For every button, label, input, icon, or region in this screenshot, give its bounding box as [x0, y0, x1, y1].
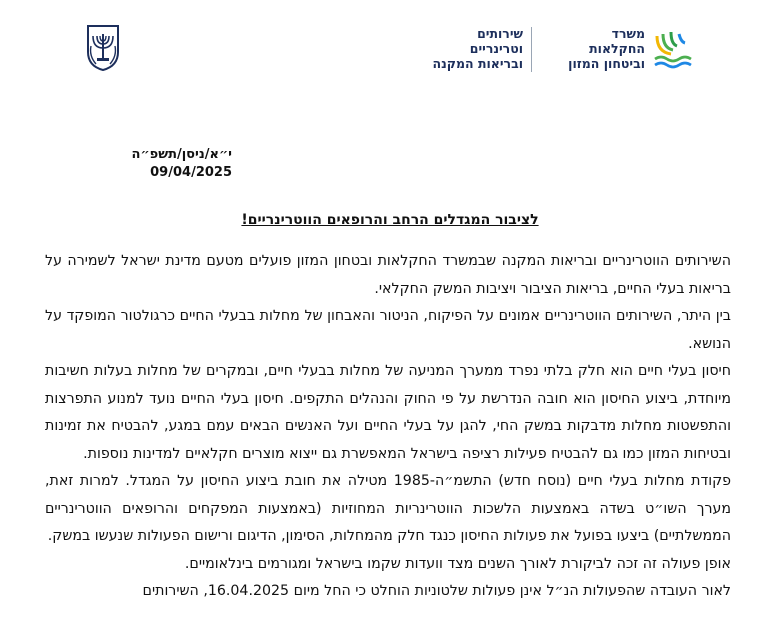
body-paragraph: פקודת מחלות בעלי חיים (נוסח חדש) התשמ״ה-1985 מטילה את חובת ביצוע החיסון על המגדל. למרות זאת, מערך השו״ט בשדה באמצעות הלשכות הווטרינריות המחוזיות (באמצעות המפקחים והרופאים הווטרינריים הממשלתיים) ביצעו בפועל את פעולות החיסון כנגד חלק מהמחלות, הסימון, הדיגום ורישום הפעולות שנעשו במשק.: [45, 473, 731, 544]
ministry-name-line-2: החקלאות: [589, 41, 645, 56]
header-divider: [531, 27, 532, 72]
letter-date: [131, 146, 232, 182]
gregorian-date: 09/04/2025: [150, 165, 232, 180]
letter-body: [45, 248, 731, 606]
vet-services-name: [408, 26, 523, 71]
letter-subject: לציבור המגדלים הרחב והרופאים הווטרינריים!: [241, 212, 539, 228]
vet-services-line-2: וטרינריים: [469, 41, 523, 56]
ministry-name-line-3: וביטחון המזון: [568, 56, 645, 71]
state-emblem-icon: [78, 22, 128, 72]
body-paragraph: חיסון בעלי חיים הוא חלק בלתי נפרד ממערך המניעה של מחלות בבעלי חיים, ובמקרים של מחלות בעלות חשיבות מיוחדת, ביצוע החיסון הוא חובה הנדרשת על פי החוק והנהלים התקפים. חיסון בעלי החיים נועד למנוע התפרצות והתפשטות מחלות מדבקות במשק החי, להגן על בעלי החיים ועל האנשים הבאים עמם במגע, להבטיח את זמינות ובטיחות המזון כמו גם להבטיח פעילות רציפה בישראל המאפשרת גם ייצוא מוצרים חקלאיים למדינות נוספות.: [45, 363, 731, 462]
ministry-wave-logo-icon: [651, 28, 693, 70]
letterhead: [0, 0, 775, 90]
body-paragraph: אופן פעולה זה זכה לביקורת לאורך השנים מצד וועדות שקמו בישראל ומגורמים בינלאומיים.: [184, 555, 731, 572]
ministry-brand: [543, 26, 693, 72]
hebrew-date: י״א/ניסן/תשפ״ה: [131, 147, 232, 162]
body-paragraph: בין היתר, השירותים הווטרינריים אמונים על הפיקוח, הניטור והאבחון של מחלות בבעלי החיים כרגולטור המופקד על הנושא.: [45, 308, 731, 352]
body-paragraph: השירותים הווטרינריים ובריאות המקנה שבמשרד החקלאות ובטחון המזון פועלים מטעם מדינת ישראל לשמירה על בריאות בעלי החיים, בריאות הציבור ויציבות המשק החקלאי.: [45, 253, 731, 297]
ministry-name: [568, 26, 645, 71]
ministry-name-line-1: משרד: [611, 26, 645, 41]
body-paragraph: לאור העובדה שהפעולות הנ״ל אינן פעולות שלטוניות הוחלט כי החל מיום 16.04.2025, השירותים: [142, 583, 731, 599]
vet-services-line-1: שירותים: [477, 26, 523, 41]
vet-services-line-3: ובריאות המקנה: [432, 56, 523, 71]
